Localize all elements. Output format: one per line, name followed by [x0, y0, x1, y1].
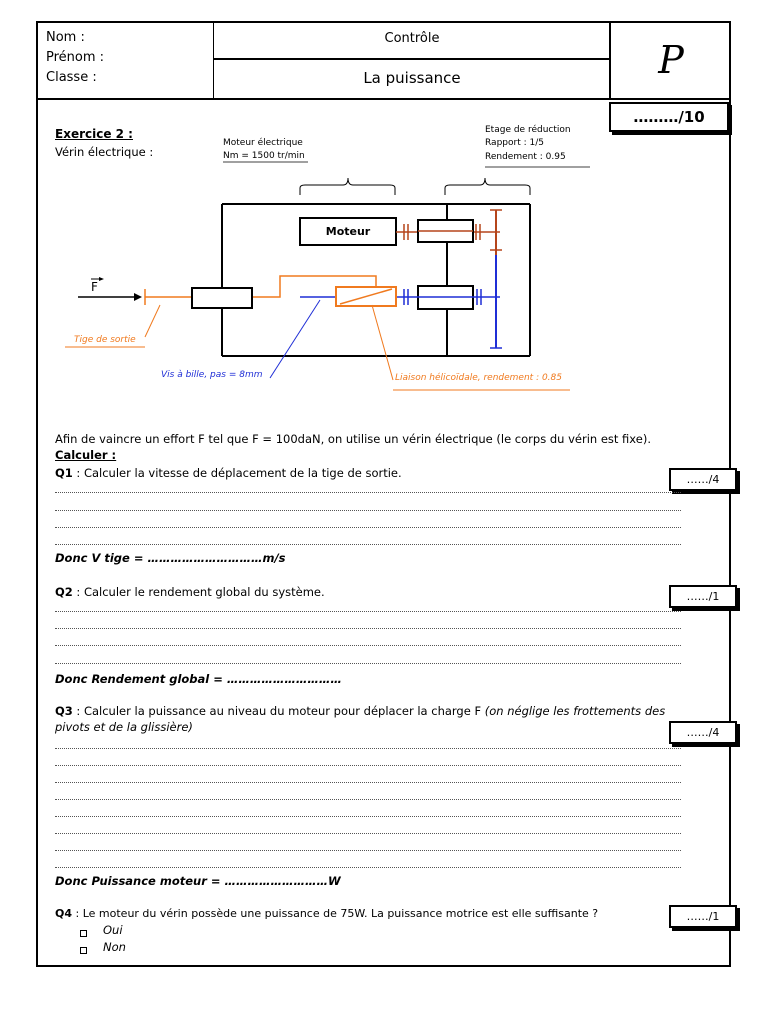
q2-score: ……/1 [669, 585, 737, 608]
intro-text: Afin de vaincre un effort F tel que F = 100daN, on utilise un vérin électrique (le corps du vérin est fixe). [55, 432, 651, 446]
nom-label: Nom : [46, 30, 85, 45]
q2-answer-line [55, 663, 681, 664]
q3-answer-line [55, 850, 681, 851]
q3-text-line2: pivots et de la glissière) [55, 720, 193, 734]
rod-guide [192, 288, 252, 308]
q3-answer-line [55, 765, 681, 766]
prenom-label: Prénom : [46, 50, 105, 65]
motor-box-label: Moteur [325, 225, 371, 238]
q1-text: Q1 : Calculer la vitesse de déplacement de la tige de sortie. [55, 466, 402, 480]
q3-text: Q3 : Calculer la puissance au niveau du moteur pour déplacer la charge F (on néglige les frottements des [55, 704, 666, 718]
q3-answer-line [55, 816, 681, 817]
q1-answer-line [55, 492, 681, 493]
verin-diagram [0, 0, 768, 420]
q3-score: ……/4 [669, 721, 737, 744]
q1-answer-line [55, 527, 681, 528]
q4-option-non: Non [103, 940, 126, 954]
reduction-brace [445, 178, 530, 195]
classe-label: Classe : [46, 70, 97, 85]
exercise-title: Exercice 2 : [55, 127, 133, 141]
q4-score: ……/1 [669, 905, 737, 928]
q3-answer-line [55, 867, 681, 868]
helical-label: Liaison hélicoïdale, rendement : 0.85 [395, 373, 562, 383]
q3-answer-line [55, 782, 681, 783]
q3-answer: Donc Puissance moteur = ………………………W [55, 874, 341, 888]
force-label: F [91, 280, 98, 294]
motor-brace [300, 178, 395, 195]
exercise-subtitle: Vérin électrique : [55, 145, 154, 159]
q4-option-oui: Oui [103, 923, 123, 937]
q2-answer-line [55, 628, 681, 629]
rod-label: Tige de sortie [74, 335, 136, 345]
reduction-efficiency: Rendement : 0.95 [485, 152, 566, 162]
q2-answer-line [55, 611, 681, 612]
q4-option-oui-checkbox[interactable] [80, 930, 87, 937]
motor-speed: Nm = 1500 tr/min [223, 151, 305, 161]
reduction-title: Etage de réduction [485, 125, 571, 135]
q2-text: Q2 : Calculer le rendement global du système. [55, 585, 325, 599]
q2-answer: Donc Rendement global = ………………………… [55, 672, 342, 686]
total-score: ………/10 [633, 108, 705, 126]
calc-title: Calculer : [55, 448, 117, 462]
q3-answer-line [55, 748, 681, 749]
q1-answer-line [55, 510, 681, 511]
reduction-ratio: Rapport : 1/5 [485, 138, 544, 148]
subject-title: La puissance [363, 69, 461, 87]
screw-label: Vis à bille, pas = 8mm [161, 370, 263, 380]
q2-answer-line [55, 645, 681, 646]
motor-title: Moteur électrique [223, 138, 303, 148]
q3-answer-line [55, 833, 681, 834]
q1-answer: Donc V tige = …………………………m/s [55, 551, 286, 565]
q1-answer-line [55, 544, 681, 545]
q4-option-non-checkbox[interactable] [80, 947, 87, 954]
q4-text: Q4 : Le moteur du vérin possède une puissance de 75W. La puissance motrice est elle suffisante ? [55, 907, 599, 920]
q3-answer-line [55, 799, 681, 800]
controle-title: Contrôle [384, 31, 440, 46]
q1-score: ……/4 [669, 468, 737, 491]
logo-letter: P [658, 38, 684, 82]
